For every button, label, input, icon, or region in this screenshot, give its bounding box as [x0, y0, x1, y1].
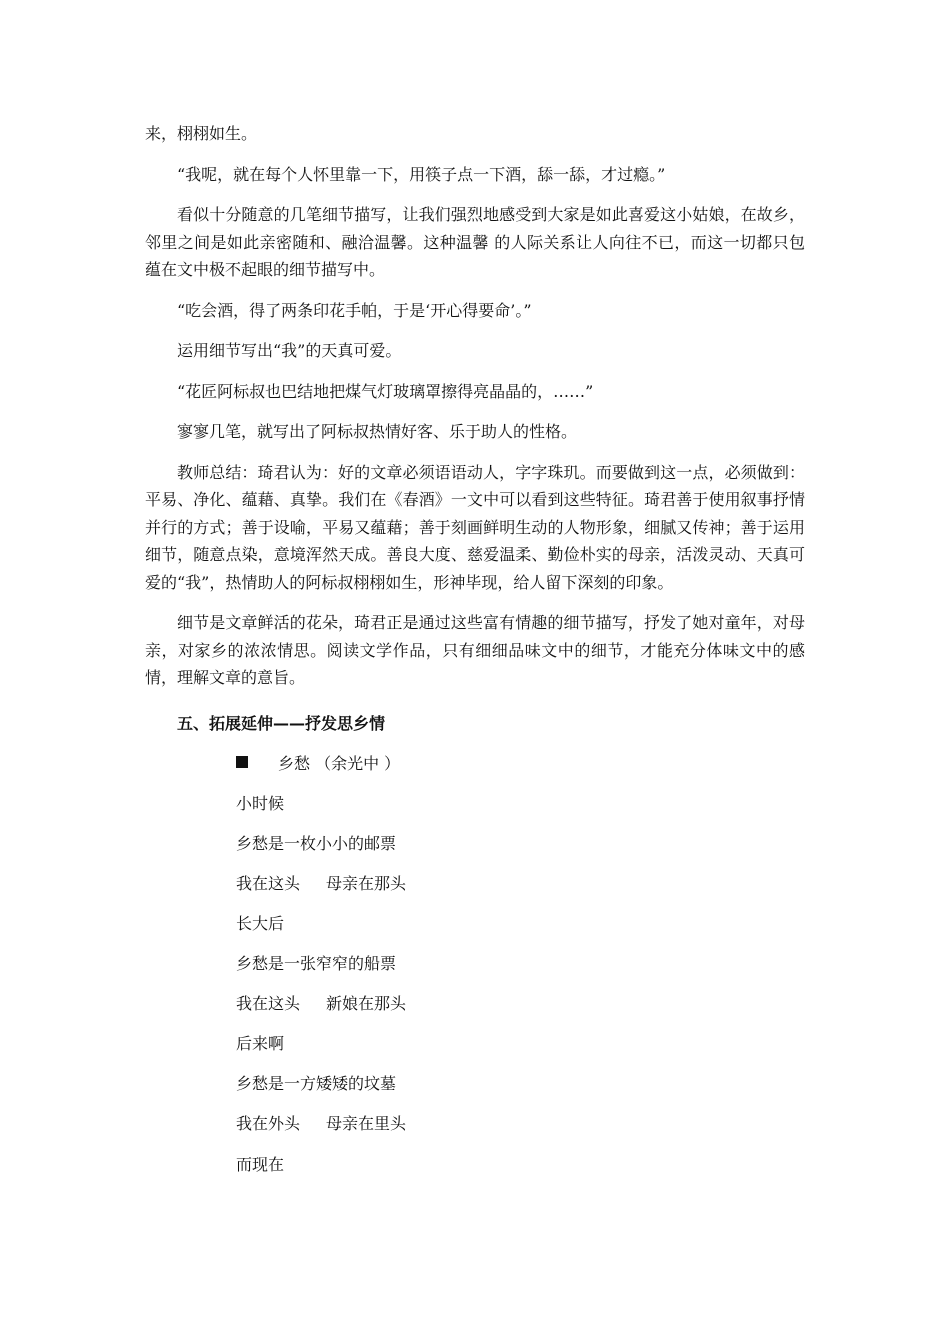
paragraph: 看似十分随意的几笔细节描写，让我们强烈地感受到大家是如此喜爱这小姑娘，在故乡，邻里之间是如此亲密随和、融洽温馨。这种温馨 的人际关系让人向往不已，而这一切都只包蕴在文中极不起眼的细节描写中。	[145, 205, 805, 279]
poem-line-part: 新娘在那头	[326, 994, 407, 1014]
black-square-icon	[236, 756, 248, 768]
section-heading: 五、拓展延伸——抒发思乡情	[177, 713, 386, 733]
document-body	[145, 120, 805, 1178]
poem-line-part: 母亲在里头	[326, 1114, 407, 1134]
quote-paragraph: “花匠阿标叔也巴结地把煤气灯玻璃罩擦得亮晶晶的，……”	[177, 381, 594, 401]
poem-line	[236, 1110, 805, 1138]
poem-line: 小时候	[236, 793, 285, 813]
paragraph: 细节是文章鲜活的花朵，琦君正是通过这些富有情趣的细节描写，抒发了她对童年，对母亲，对家乡的浓浓情思。阅读文学作品，只有细细品味文中的细节，才能充分体味文中的感情，理解文章的意旨。	[145, 613, 805, 687]
poem-line-part: 我在这头	[236, 994, 301, 1014]
poem-title	[236, 750, 805, 778]
paragraph: 寥寥几笔，就写出了阿标叔热情好客、乐于助人的性格。	[177, 422, 578, 441]
poem-line-part: 母亲在那头	[326, 873, 407, 893]
poem-line	[236, 990, 805, 1018]
poem-line: 而现在	[236, 1154, 285, 1174]
poem-line: 长大后	[236, 913, 285, 933]
poem-line-part: 我在外头	[236, 1114, 301, 1134]
poem-line: 乡愁是一枚小小的邮票	[236, 833, 397, 853]
poem-line: 后来啊	[236, 1034, 285, 1054]
poem-line	[236, 870, 805, 898]
quote-paragraph: “我呢，就在每个人怀里靠一下，用筷子点一下酒，舔一舔，才过瘾。”	[177, 164, 666, 184]
poem-line: 乡愁是一张窄窄的船票	[236, 954, 397, 974]
paragraph: 来，栩栩如生。	[145, 124, 258, 143]
poem-title-text: 乡愁 （余光中 ）	[278, 753, 401, 773]
summary-paragraph: 教师总结：琦君认为：好的文章必须语语动人，字字珠玑。而要做到这一点，必须做到：平易、净化、蕴藉、真挚。我们在《春酒》一文中可以看到这些特征。琦君善于使用叙事抒情并行的方式；善于设喻，平易又蕴藉；善于刻画鲜明生动的人物形象，细腻又传神；善于运用细节，随意点染，意境浑然天成。善良大度、慈爱温柔、勤俭朴实的母亲，活泼灵动、天真可爱的“我”，热情助人的阿标叔栩栩如生，形神毕现，给人留下深刻的印象。	[145, 462, 805, 592]
poem-line: 乡愁是一方矮矮的坟墓	[236, 1074, 397, 1094]
paragraph: 运用细节写出“我”的天真可爱。	[177, 341, 402, 360]
quote-paragraph: “吃会酒，得了两条印花手帕，于是‘开心得要命’。”	[177, 300, 532, 320]
poem-line-part: 我在这头	[236, 873, 301, 893]
poem	[145, 750, 805, 1178]
